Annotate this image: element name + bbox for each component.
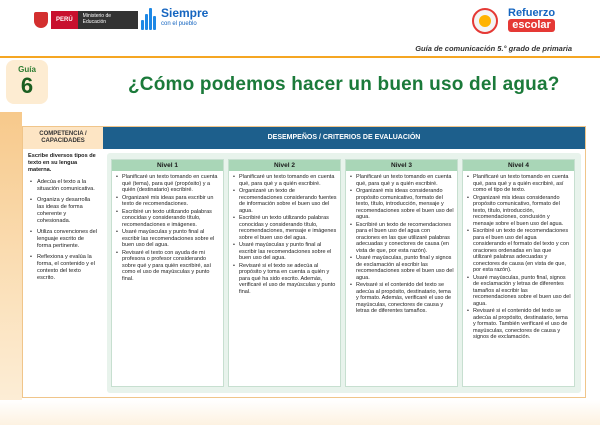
guide-number: 6 xyxy=(20,73,34,98)
page-title: ¿Cómo podemos hacer un buen uso del agua? xyxy=(128,74,560,95)
criterion-item: • Organizaré mis ideas considerando propósito comunicativo, formato del texto, título, introducción, mensaje y recomendaciones sobre el buen uso del agua. xyxy=(349,188,454,221)
levels-area xyxy=(107,153,581,393)
bottom-decoration xyxy=(0,400,600,425)
left-decoration xyxy=(0,112,22,425)
criterion-item: • Usaré mayúsculas y punto final al escribir las recomendaciones sobre el buen uso del agua. xyxy=(115,229,220,249)
criterion-item: • Escribiré un texto de recomendaciones para el buen uso del agua con oraciones en las que utilizaré palabras adecuadas y conectores de causa (en vista de que, por esta razón). xyxy=(349,222,454,255)
level-4-header: Nivel 4 xyxy=(463,160,574,171)
refuerzo-escolar-logo xyxy=(508,7,555,32)
criterion-item: • Planificaré un texto tomando en cuenta qué, para qué y a quién escribiré, así como el tipo de texto. xyxy=(466,174,571,194)
capacidad-item: • Organiza y desarrolla las ideas de forma coherente y cohesionada. xyxy=(28,197,98,225)
evaluation-table xyxy=(22,126,586,398)
level-1-column xyxy=(111,159,224,387)
guide-label: Guía xyxy=(18,65,36,74)
criterion-item: • Organizaré mis ideas considerando propósito comunicativo, formato del texto, título, introducción, recomendaciones, conclusión y mensaje sobre el buen uso del agua. xyxy=(466,195,571,228)
capacidad-item: • Utiliza convenciones del lenguaje escrito de forma pertinente. xyxy=(28,229,98,250)
refuerzo-label: Refuerzo xyxy=(508,7,556,19)
competencia-title: Escribe diversos tipos de texto en su lengua materna. xyxy=(28,153,96,173)
capacidad-item: • Reflexiona y evalúa la forma, el contenido y el contexto del texto escrito. xyxy=(28,254,98,282)
level-4-column xyxy=(462,159,575,387)
area-title: Guía de comunicación 5.° grado de primaria xyxy=(415,44,572,53)
level-2-header: Nivel 2 xyxy=(229,160,340,171)
criterion-item: • Planificaré un texto tomando en cuenta qué, para qué y a quién escribiré. xyxy=(349,174,454,187)
header xyxy=(0,0,600,40)
ministry-label: Ministerio de Educación xyxy=(78,11,138,29)
criterion-item: • Escribiré un texto utilizando palabras conocidas y considerando título, recomendaciones, mensaje e imágenes sobre el buen uso del agua. xyxy=(232,215,337,241)
siempre-logo xyxy=(140,8,208,30)
siempre-sub-label: con el pueblo xyxy=(161,21,197,27)
criterion-item: • Revisaré si el contenido del texto se adecúa al propósito, destinatario, tema y formato. También verificaré el uso de mayúsculas, conectores de causa y signos de exclamación. xyxy=(466,308,571,341)
criterion-item: • Revisaré si el texto se adecúa al propósito y toma en cuenta a quién y para qué ha sido escrito. Además, verificaré el uso de mayúsculas y punto final. xyxy=(232,263,337,296)
level-1-header: Nivel 1 xyxy=(112,160,223,171)
criterion-item: • Planificaré un texto tomando en cuenta qué (tema), para qué (propósito) y a quién (destinatario) escribiré. xyxy=(115,174,220,194)
criterion-item: • Escribiré un texto utilizando palabras conocidas y considerando título, recomendaciones e imágenes. xyxy=(115,209,220,229)
escolar-label: escolar xyxy=(508,19,555,32)
criterion-item: • Usaré mayúsculas, punto final, signos de exclamación y letras de diferentes tamaños al escribir las recomendaciones sobre el buen uso del agua. xyxy=(466,275,571,308)
guide-badge xyxy=(6,60,48,104)
siempre-mark-icon xyxy=(140,8,158,30)
education-badge-icon xyxy=(472,8,498,34)
minedu-logo xyxy=(34,11,138,29)
shield-icon xyxy=(34,12,48,28)
capacidad-item: • Adecúa el texto a la situación comunicativa. xyxy=(28,179,98,193)
criterion-item: • Organizaré un texto de recomendaciones considerando fuentes de información sobre el buen uso del agua. xyxy=(232,188,337,214)
criterion-item: • Usaré mayúsculas y punto final al escribir las recomendaciones sobre el buen uso del agua. xyxy=(232,242,337,262)
level-3-header: Nivel 3 xyxy=(346,160,457,171)
peru-label: PERÚ xyxy=(51,11,78,29)
criterion-item: • Revisaré si el contenido del texto se adecúa al propósito, destinatario, tema y formato. Además, verificaré el uso de mayúsculas, conectores de causa y letras de diferentes tamaños. xyxy=(349,282,454,315)
competencia-column xyxy=(23,149,103,397)
level-2-column xyxy=(228,159,341,387)
competencia-header: COMPETENCIA / CAPACIDADES xyxy=(23,127,103,149)
level-3-column xyxy=(345,159,458,387)
siempre-label: Siempre xyxy=(161,6,209,20)
criterion-item: • Organizaré mis ideas para escribir un texto de recomendaciones. xyxy=(115,195,220,208)
criterion-item: • Escribiré un texto de recomendaciones para el buen uso del agua considerando el formato del texto y con oraciones ordenadas en las que utilizaré palabras adecuadas y conectores de causa (en vista de que, por esta razón). xyxy=(466,228,571,274)
criterion-item: • Revisaré el texto con ayuda de mi profesora o profesor considerando sobre qué y para quién escribiré, así como el uso de mayúsculas y punto final. xyxy=(115,250,220,283)
divider xyxy=(0,56,600,58)
criterion-item: • Planificaré un texto tomando en cuenta qué, para qué y a quién escribiré. xyxy=(232,174,337,187)
criterion-item: • Usaré mayúsculas, punto final y signos de exclamación al escribir las recomendaciones sobre el buen uso del agua. xyxy=(349,255,454,281)
desempenos-header: DESEMPEÑOS / CRITERIOS DE EVALUACIÓN xyxy=(103,127,585,149)
